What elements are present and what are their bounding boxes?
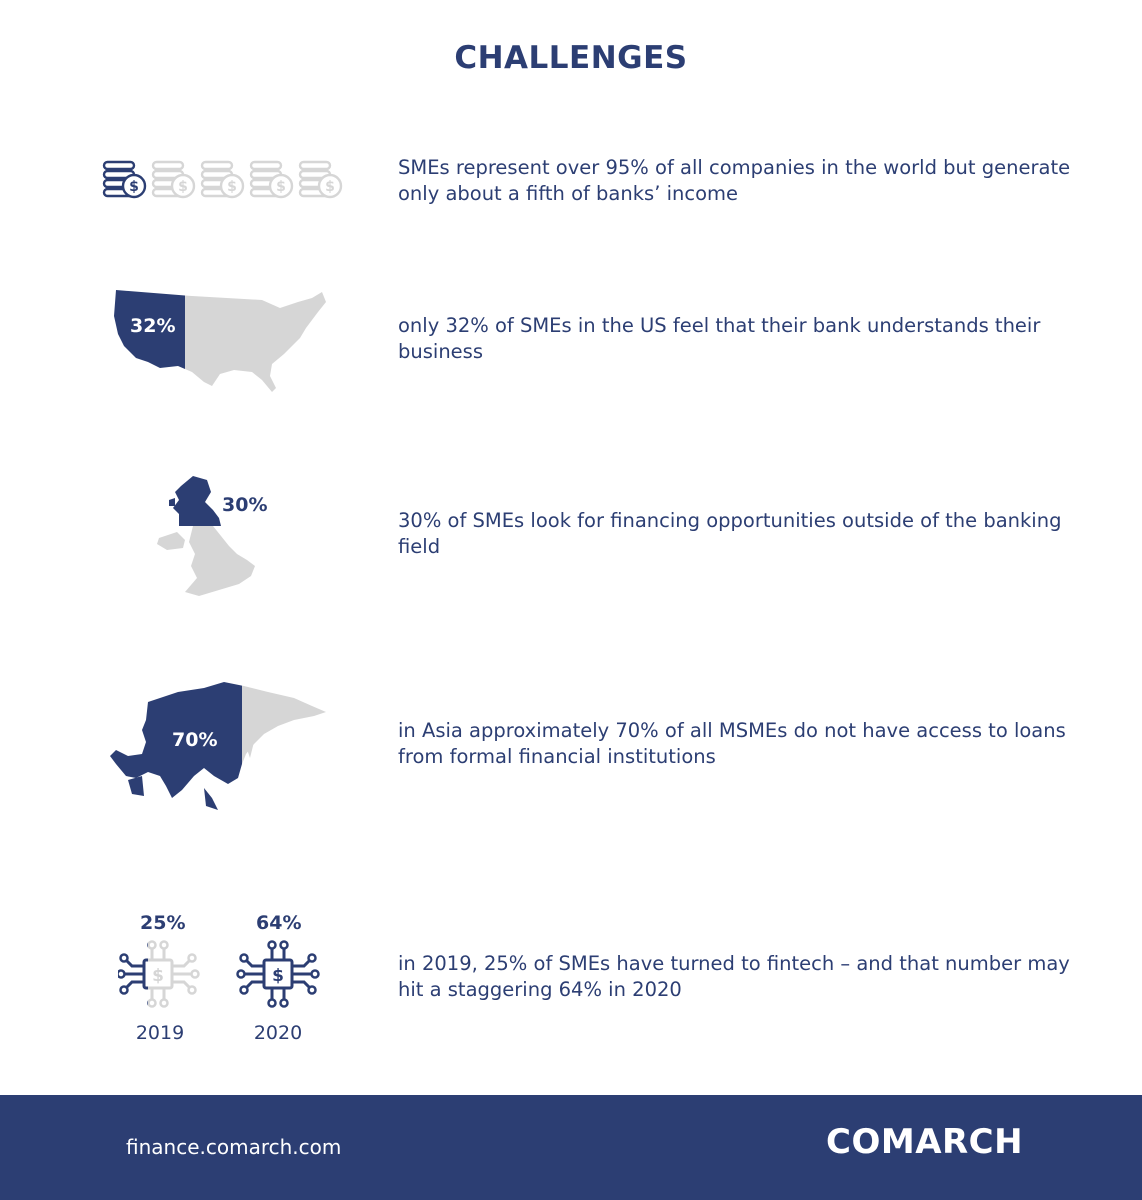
asia-map-icon — [108, 680, 328, 812]
fintech-2019-percent: 25% — [140, 912, 186, 934]
statement-asia-loans: in Asia approximately 70% of all MSMEs do not have access to loans from formal financial institutions — [398, 719, 1066, 768]
asia-percent: 70% — [172, 729, 218, 751]
year-2019: 2019 — [135, 1022, 185, 1044]
fintech-2020-percent: 64% — [256, 912, 302, 934]
statement-uk-financing: 30% of SMEs look for financing opportunities outside of the banking field — [398, 509, 1062, 558]
fintech-chip-icon — [118, 940, 198, 1010]
fintech-chip-icon-2020 — [238, 940, 318, 1010]
footer-url-link[interactable]: finance.comarch.com — [126, 1135, 342, 1159]
comarch-logo: COMARCH — [826, 1122, 1024, 1162]
uk-percent: 30% — [222, 494, 268, 516]
uk-map-icon — [155, 474, 261, 600]
coins-icon — [100, 158, 345, 206]
statement-fintech: in 2019, 25% of SMEs have turned to fintech – and that number may hit a staggering 64% in 2020 — [398, 952, 1070, 1001]
page-title: CHALLENGES — [454, 40, 688, 76]
year-2020: 2020 — [253, 1022, 303, 1044]
usa-percent: 32% — [130, 315, 176, 337]
statement-us-banks: only 32% of SMEs in the US feel that their bank understands their business — [398, 314, 1041, 363]
statement-sme-share: SMEs represent over 95% of all companies in the world but generate only about a fifth of banks’ income — [398, 156, 1071, 205]
usa-map-icon — [112, 286, 328, 394]
